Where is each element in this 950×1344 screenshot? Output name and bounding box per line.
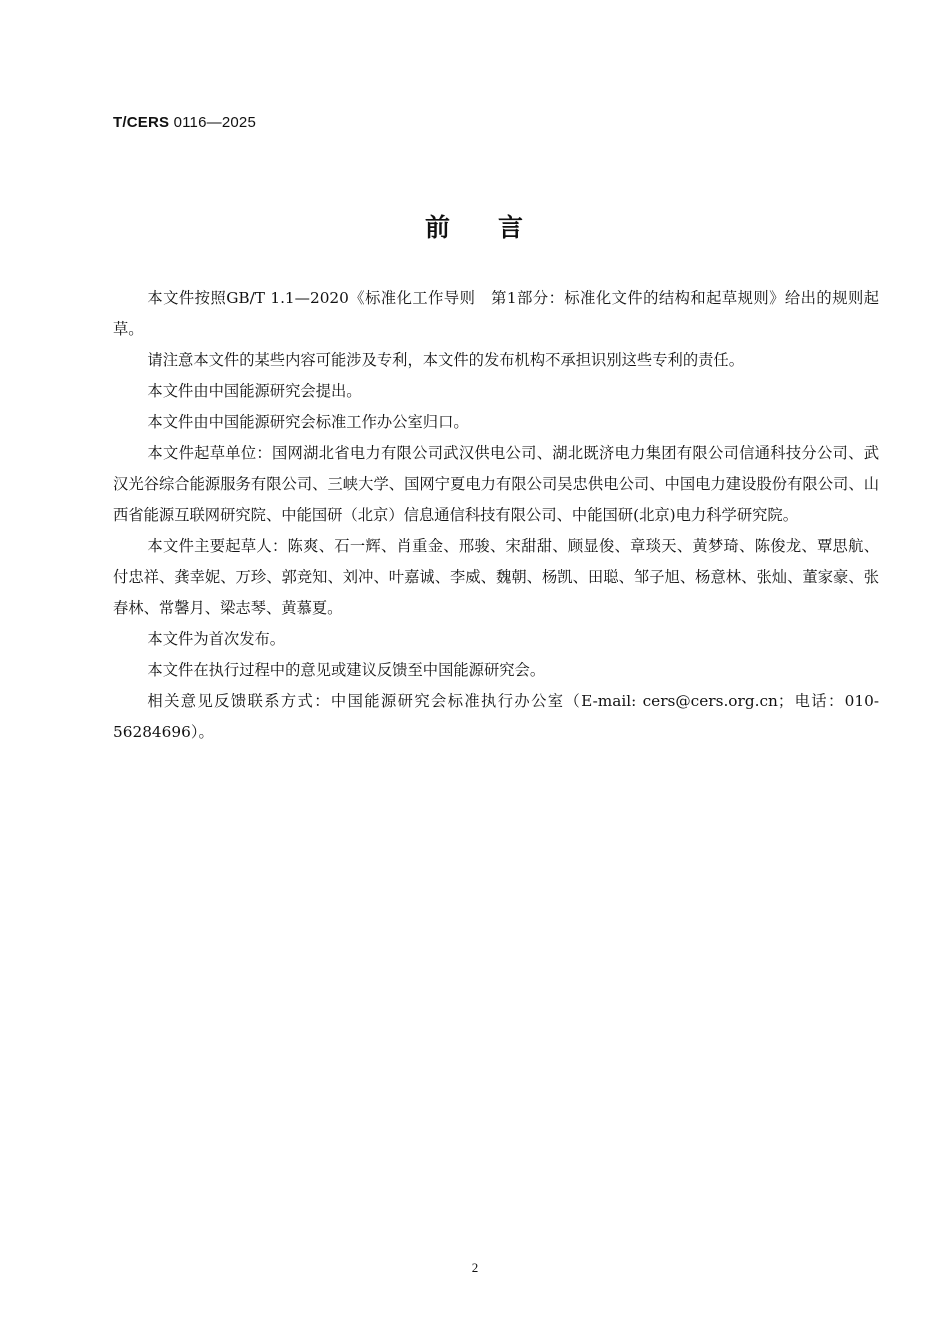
- document-code-prefix: T/CERS: [113, 114, 170, 131]
- page-number: 2: [471, 1260, 479, 1275]
- paragraph-drafters: 本文件主要起草人：陈爽、石一辉、肖重金、邢骏、宋甜甜、顾显俊、章琰天、黄梦琦、陈俊龙、覃思航、付忠祥、龚幸妮、万珍、郭竞知、刘冲、叶嘉诚、李威、魏朝、杨凯、田聪、邹子旭、杨意林、张灿、董家豪、张春林、常馨月、梁志琴、黄慕夏。: [113, 537, 879, 617]
- paragraph-proposer: 本文件由中国能源研究会提出。: [147, 382, 362, 400]
- document-code-number: 0116—2025: [169, 114, 257, 131]
- paragraph-first-release: 本文件为首次发布。: [147, 630, 286, 648]
- paragraph-centralized-unit: 本文件由中国能源研究会标准工作办公室归口。: [147, 413, 469, 431]
- foreword-heading-char-2: 言: [498, 213, 526, 242]
- paragraph-feedback: 本文件在执行过程中的意见或建议反馈至中国能源研究会。: [147, 661, 546, 679]
- foreword-heading: [0, 208, 950, 244]
- paragraph-contact: 相关意见反馈联系方式：中国能源研究会标准执行办公室（E-mail: cers@cers.org.cn；电话：010-56284696）。: [113, 692, 879, 741]
- foreword-body: [113, 283, 879, 748]
- foreword-heading-char-1: 前: [424, 213, 452, 242]
- paragraph-drafting-rules: 本文件按照GB/T 1.1—2020《标准化工作导则 第1部分：标准化文件的结构和起草规则》给出的规则起草。: [113, 289, 879, 338]
- document-code: [113, 114, 256, 131]
- paragraph-drafting-units: 本文件起草单位：国网湖北省电力有限公司武汉供电公司、湖北既济电力集团有限公司信通科技分公司、武汉光谷综合能源服务有限公司、三峡大学、国网宁夏电力有限公司吴忠供电公司、中国电力建设股份有限公司、山西省能源互联网研究院、中能国研（北京）信息通信科技有限公司、中能国研(北京)电力科学研究院。: [113, 444, 879, 524]
- paragraph-patent-notice: 请注意本文件的某些内容可能涉及专利，本文件的发布机构不承担识别这些专利的责任。: [147, 351, 745, 369]
